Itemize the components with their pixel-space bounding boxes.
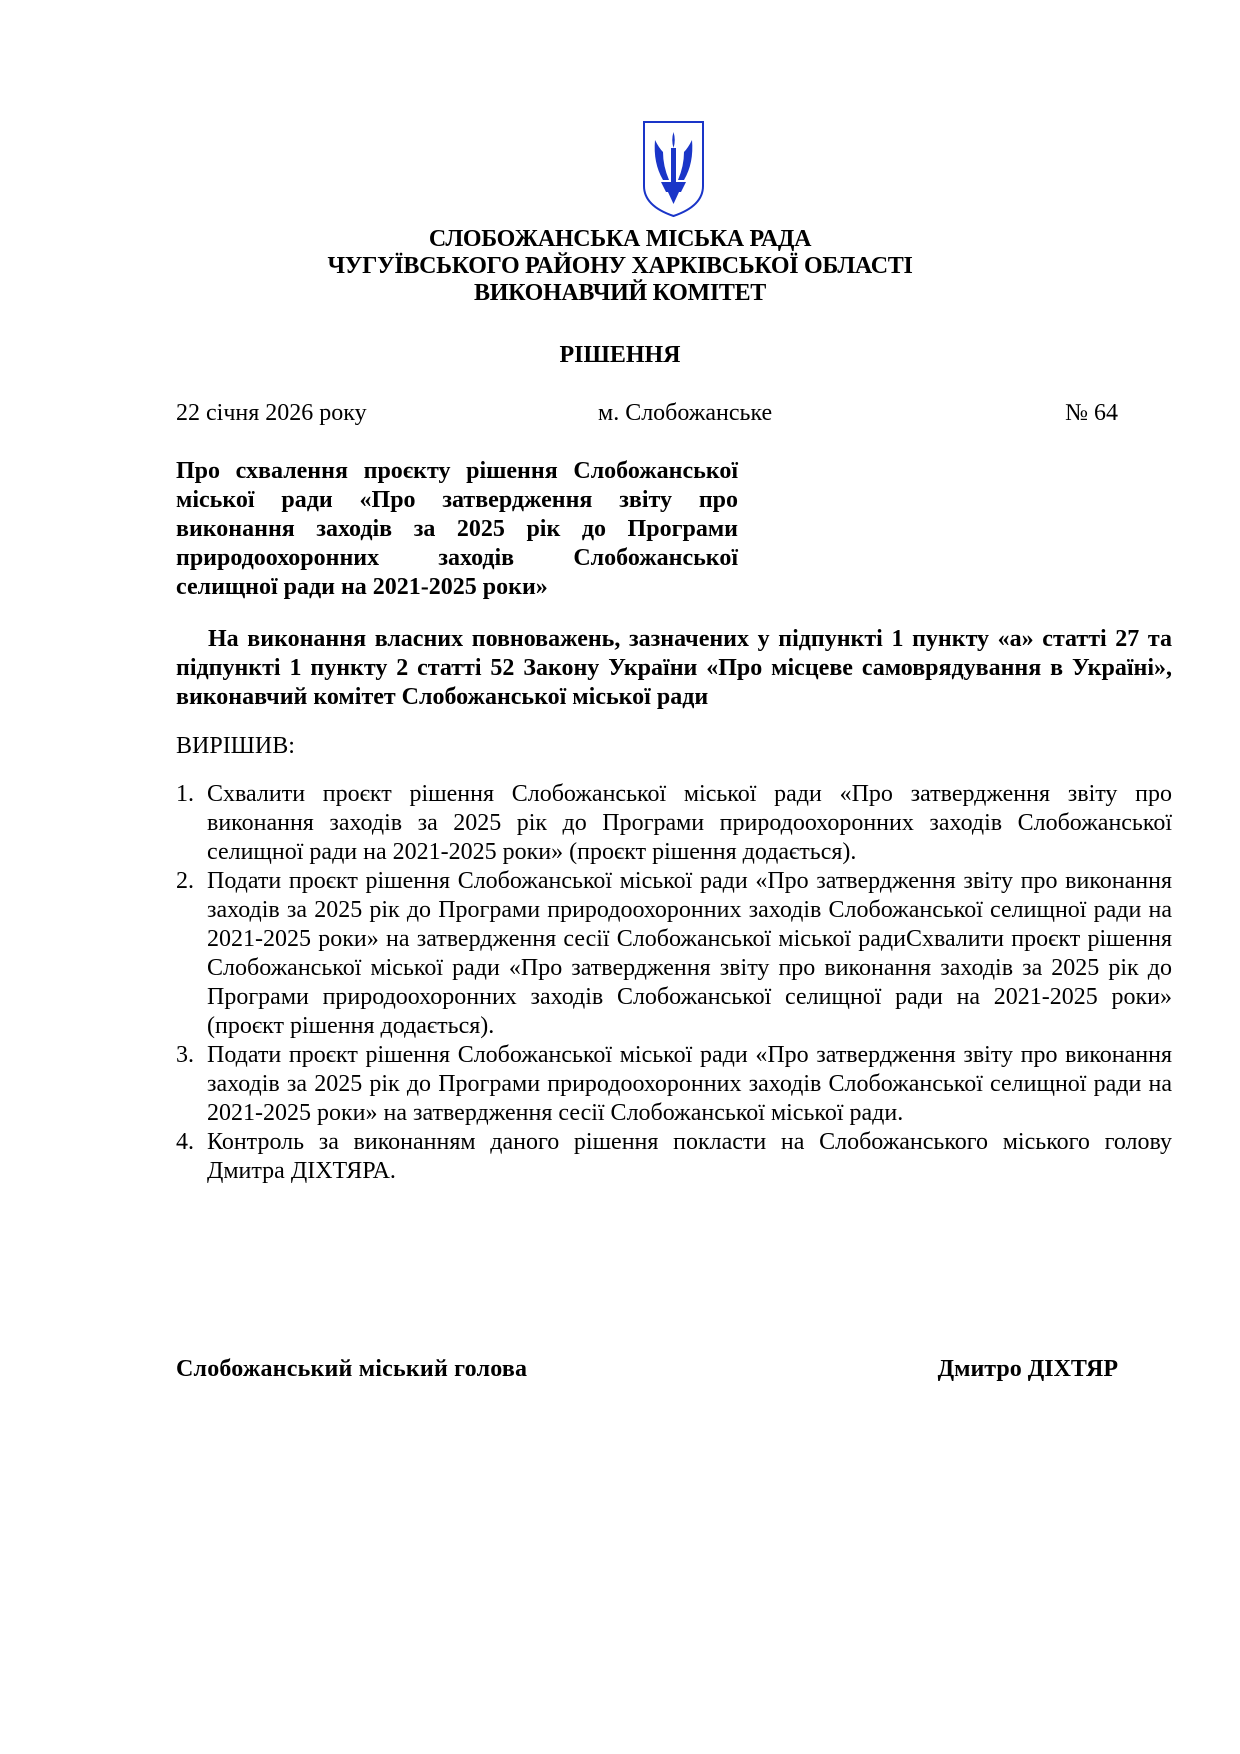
item-text: Подати проєкт рішення Слобожанської міської ради «Про затвердження звіту про виконання заходів за 2025 рік до Програми природоохоронних заходів Слобожанської селищної ради на 2021-2025 роки» на затвердження сесії Слобожанської міської радиСхвалити проєкт рішення Слобожанської міської ради «Про затвердження звіту про виконання заходів за 2025 рік до Програми природоохоронних заходів Слобожанської селищної ради на 2021-2025 роки» (проєкт рішення додається).	[207, 868, 1172, 1039]
document-date: 22 січня 2026 року	[176, 400, 367, 426]
document-subject: Про схвалення проєкту рішення Слобожанської міської ради «Про затвердження звіту про виконання заходів за 2025 рік до Програми природоохоронних заходів Слобожанської селищної ради на 2021-2025 роки»	[176, 458, 738, 600]
decision-items-list	[176, 780, 1172, 1186]
list-item	[176, 867, 1172, 1041]
trident-emblem-icon	[641, 118, 706, 218]
document-place: м. Слобожанське	[598, 400, 773, 426]
item-text: Схвалити проєкт рішення Слобожанської міської ради «Про затвердження звіту про виконання заходів за 2025 рік до Програми природоохоронних заходів Слобожанської селищної ради на 2021-2025 роки» (проєкт рішення додається).	[207, 781, 1172, 865]
item-number: 2.	[176, 868, 194, 894]
document-meta	[176, 400, 1118, 430]
list-item	[176, 1128, 1172, 1186]
list-item	[176, 780, 1172, 867]
council-header	[0, 226, 1240, 307]
document-number: № 64	[1065, 400, 1118, 426]
signatory-position: Слобожанський міський голова	[176, 1356, 528, 1382]
list-item	[176, 1041, 1172, 1128]
decided-label: ВИРІШИВ:	[176, 733, 295, 759]
preamble-paragraph: На виконання власних повноважень, зазначених у підпункті 1 пункту «а» статті 27 та підпункті 1 пункту 2 статті 52 Закону України «Про місцеве самоврядування в Україні», виконавчий комітет Слобожанської міської ради	[176, 626, 1172, 710]
signatory-name: Дмитро ДІХТЯР	[937, 1356, 1118, 1382]
district-name: ЧУГУЇВСЬКОГО РАЙОНУ ХАРКІВСЬКОЇ ОБЛАСТІ	[327, 253, 913, 279]
council-name: СЛОБОЖАНСЬКА МІСЬКА РАДА	[428, 226, 812, 252]
item-number: 3.	[176, 1042, 194, 1068]
document-type: РІШЕННЯ	[559, 342, 681, 368]
committee-name: ВИКОНАВЧИЙ КОМІТЕТ	[474, 280, 766, 306]
item-text: Подати проєкт рішення Слобожанської міської ради «Про затвердження звіту про виконання заходів за 2025 рік до Програми природоохоронних заходів Слобожанської селищної ради на 2021-2025 роки» на затвердження сесії Слобожанської міської ради.	[207, 1042, 1172, 1126]
item-text: Контроль за виконанням даного рішення покласти на Слобожанського міського голову Дмитра ДІХТЯРА.	[207, 1129, 1172, 1184]
item-number: 1.	[176, 781, 194, 807]
item-number: 4.	[176, 1129, 194, 1155]
